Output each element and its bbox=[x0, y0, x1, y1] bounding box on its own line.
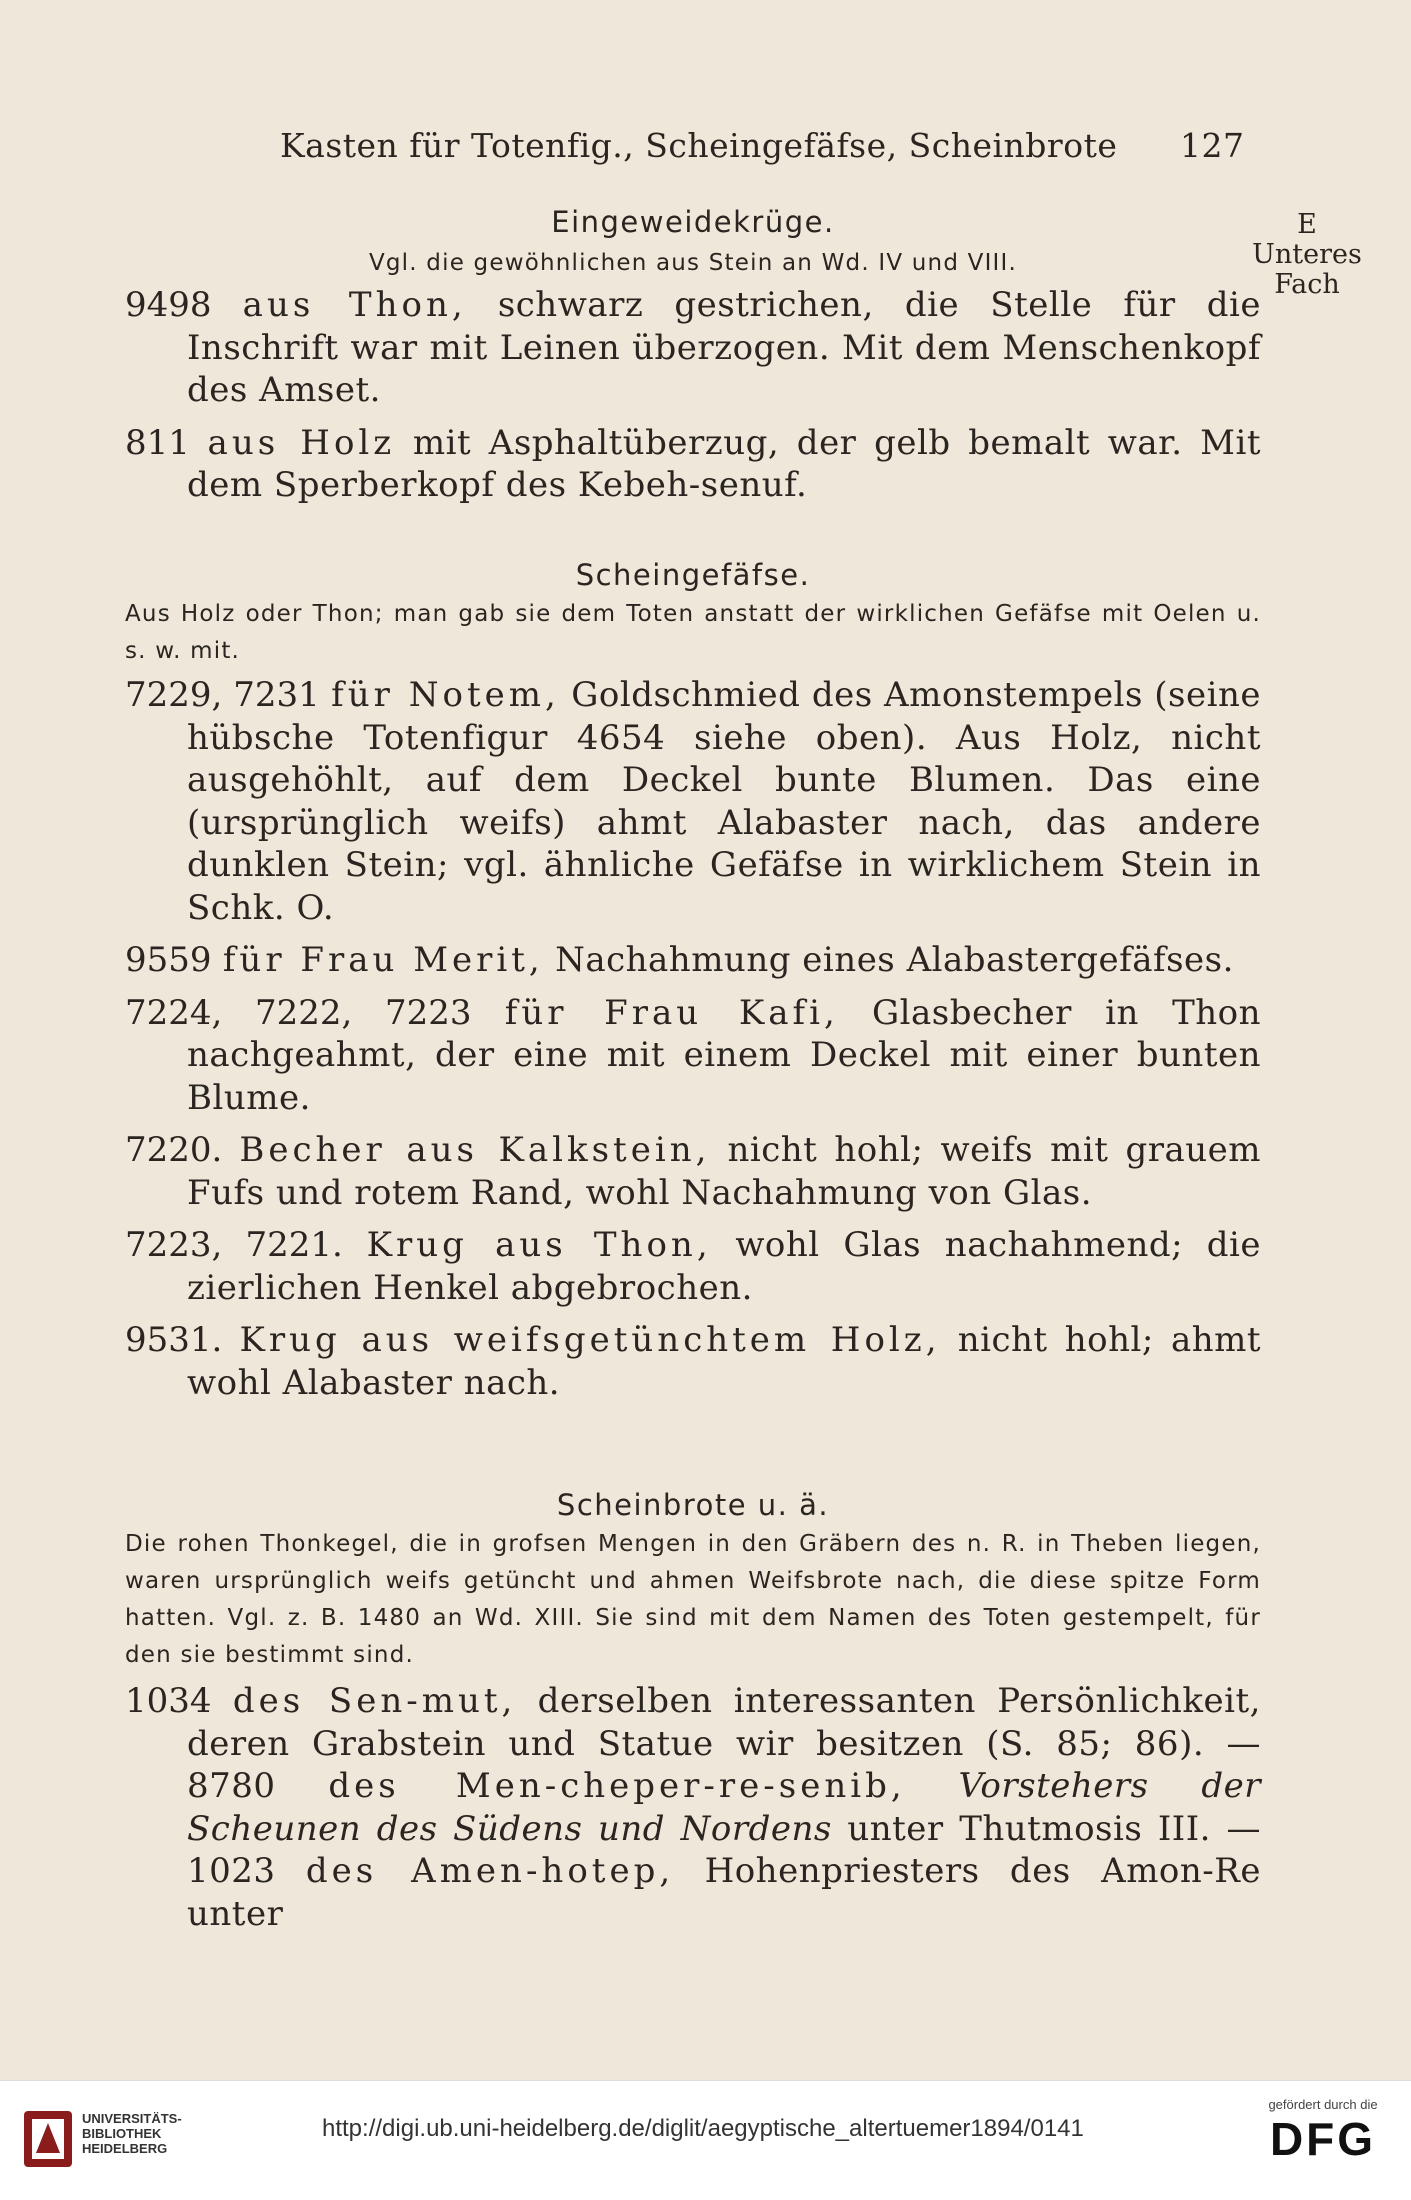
entry-name: für Frau Merit, bbox=[222, 940, 544, 980]
section-note: Aus Holz oder Thon; man gab sie dem Toten anstatt der wirklichen Gefäfse mit Oelen u. s. w. mit. bbox=[125, 601, 1261, 664]
entry-text: unter Thutmosis III. — 1023 bbox=[187, 1808, 1261, 1891]
entry-name: Becher aus Kalkstein, bbox=[239, 1130, 711, 1170]
section-heading: Scheinbrote u. ä. bbox=[556, 1488, 830, 1522]
library-logo[interactable] bbox=[22, 2105, 212, 2177]
entry-text: nicht hohl; weifs mit grauem Fufs und rotem Rand, wohl Nachahmung von Glas. bbox=[187, 1130, 1261, 1213]
dfg-logo[interactable] bbox=[1248, 2097, 1398, 2187]
entry-number: 1034 bbox=[125, 1681, 212, 1721]
entry-name: Krug aus Thon, bbox=[366, 1225, 712, 1265]
entry-name: aus Holz bbox=[207, 422, 396, 463]
entry-number: 811 bbox=[125, 422, 190, 463]
margin-note bbox=[1242, 210, 1372, 300]
entry-name: des Men-cheper-re-senib, bbox=[328, 1766, 906, 1806]
section-scheinbrote bbox=[125, 1488, 1261, 1935]
catalog-entry bbox=[125, 284, 1261, 412]
margin-note-line: Unteres bbox=[1252, 239, 1362, 270]
section-heading: Eingeweidekrüge. bbox=[551, 205, 835, 239]
section-note: Die rohen Thonkegel, die in grofsen Mengen in den Gräbern des n. R. in Theben liegen, waren ursprünglich weifs getüncht und ahmen Weifsbrote nach, die diese spitze Form hatten. Vgl. z. B. 1480 an Wd. XIII. Sie sind mit dem Namen des Toten gestempelt, für den sie bestimmt sind. bbox=[125, 1531, 1261, 1668]
section-scheingefaesse bbox=[125, 558, 1261, 1404]
dfg-wordmark: DFG bbox=[1269, 2113, 1377, 2165]
catalog-entry bbox=[125, 1319, 1261, 1404]
entry-text: mit Asphaltüberzug, der gelb bemalt war. Mit dem Sperberkopf des Kebeh-senuf. bbox=[187, 422, 1261, 505]
page-number: 127 bbox=[1180, 126, 1245, 165]
catalog-entry bbox=[125, 1224, 1261, 1309]
library-name bbox=[82, 2111, 182, 2156]
entry-number: 7220. bbox=[125, 1130, 223, 1170]
entry-number: 9531. bbox=[125, 1320, 223, 1360]
catalog-entry bbox=[125, 939, 1261, 982]
catalog-entry bbox=[125, 992, 1261, 1120]
library-line: HEIDELBERG bbox=[82, 2141, 168, 2156]
entry-text: schwarz gestrichen, die Stelle für die Inschrift war mit Leinen überzogen. Mit dem Menschenkopf des Amset. bbox=[187, 285, 1261, 410]
entry-number: 9559 bbox=[125, 940, 212, 980]
permalink-url[interactable]: http://digi.ub.uni-heidelberg.de/diglit/aegyptische_altertuemer1894/0141 bbox=[322, 2115, 1084, 2142]
library-line: UNIVERSITÄTS- bbox=[82, 2111, 182, 2126]
catalog-entry bbox=[125, 674, 1261, 929]
entry-name: des Amen-hotep, bbox=[305, 1851, 675, 1891]
entry-text: Goldschmied des Amonstempels (seine hübsche Totenfigur 4654 siehe oben). Aus Holz, nicht ausgehöhlt, auf dem Deckel bunte Blumen. Das eine (ursprünglich weifs) ahmt Alabaster nach, das andere dunklen Stein; vgl. ähnliche Gefäfse in wirklichem Stein in Schk. O. bbox=[187, 675, 1262, 928]
entry-number: 7229, 7231 bbox=[125, 675, 320, 715]
entry-text: nicht hohl; ahmt wohl Alabaster nach. bbox=[187, 1320, 1262, 1403]
entry-number: 9498 bbox=[125, 285, 212, 325]
entry-text: Hohenpriesters des Amon-Re unter bbox=[187, 1851, 1262, 1934]
running-title: Kasten für Totenfig., Scheingefäfse, Scheinbrote bbox=[280, 126, 1118, 165]
section-eingeweidekruege bbox=[125, 205, 1261, 507]
entry-text: wohl Glas nachahmend; die zierlichen Henkel abgebrochen. bbox=[187, 1225, 1262, 1308]
footer-bar bbox=[0, 2080, 1411, 2200]
catalog-entry bbox=[125, 1129, 1261, 1214]
funder-caption: gefördert durch die bbox=[1268, 2097, 1378, 2112]
entry-name: des Sen-mut, bbox=[232, 1681, 517, 1721]
entry-text: Glasbecher in Thon nachgeahmt, der eine mit einem Deckel mit einer bunten Blume. bbox=[187, 992, 1262, 1118]
entry-italic-title: Vorstehers der Scheunen des Südens und Nordens bbox=[187, 1766, 1261, 1849]
library-line: BIBLIOTHEK bbox=[82, 2126, 162, 2141]
section-heading: Scheingefäfse. bbox=[575, 558, 811, 592]
entry-name: aus Thon, bbox=[242, 285, 467, 325]
university-seal-icon bbox=[22, 2109, 74, 2169]
entry-name: für Frau Kafi, bbox=[504, 992, 839, 1033]
entry-name: für Notem, bbox=[331, 675, 560, 715]
entry-number: 7224, 7222, 7223 bbox=[125, 992, 472, 1033]
entry-text: Nachahmung eines Alabastergefäfses. bbox=[555, 940, 1234, 980]
catalog-entry bbox=[125, 422, 1261, 507]
margin-note-line: E bbox=[1297, 209, 1317, 240]
catalog-entry bbox=[125, 1680, 1261, 1935]
entry-number: 7223, 7221. bbox=[125, 1225, 343, 1265]
section-note: Vgl. die gewöhnlichen aus Stein an Wd. IV und VIII. bbox=[368, 250, 1018, 276]
margin-note-line: Fach bbox=[1274, 269, 1340, 300]
entry-text: derselben interessanten Persönlichkeit, deren Grabstein und Statue wir besitzen (S. 85; 86). — 8780 bbox=[187, 1681, 1261, 1806]
entry-name: Krug aus weifsgetünchtem Holz, bbox=[239, 1320, 941, 1360]
